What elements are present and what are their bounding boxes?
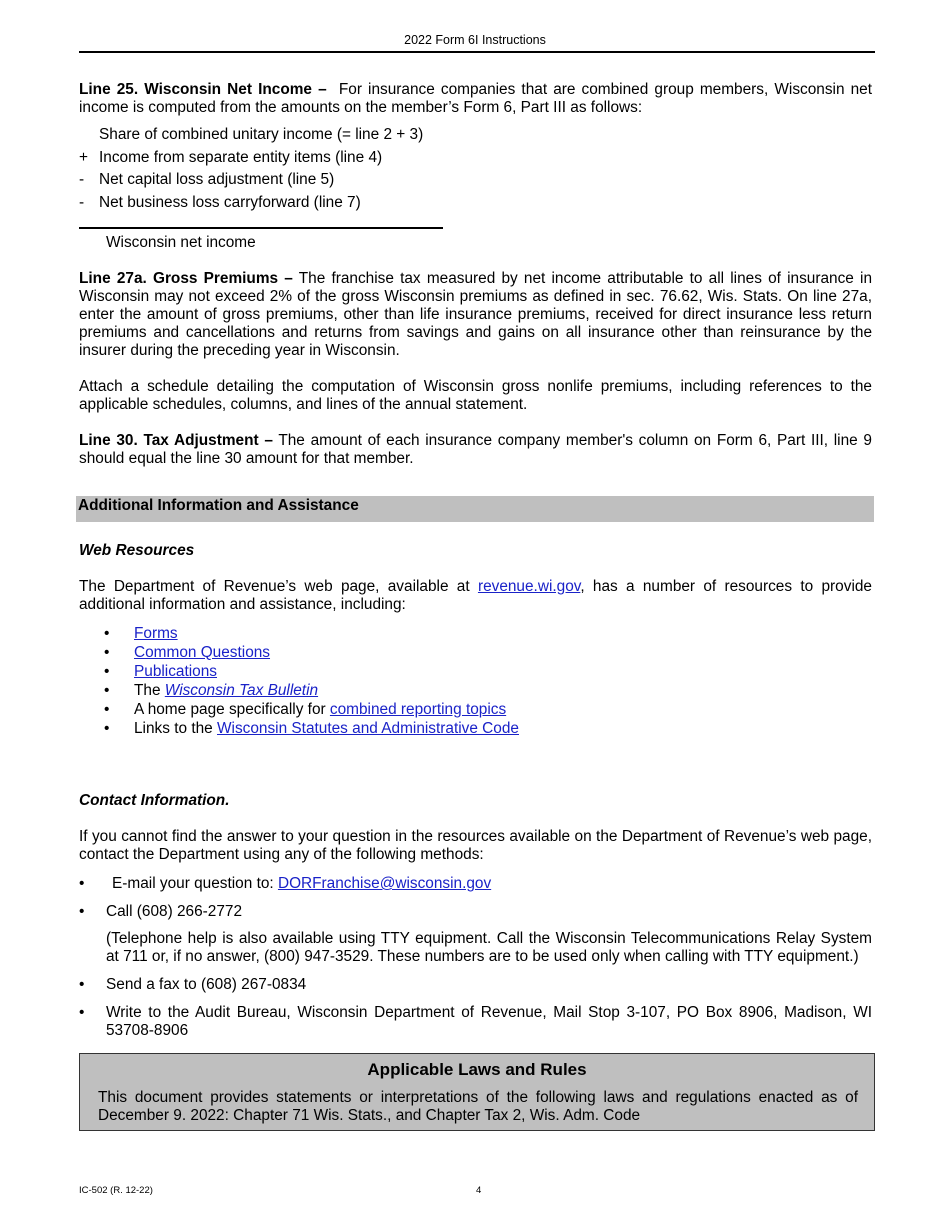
write-text: Write to the Audit Bureau, Wisconsin Department of Revenue, Mail Stop 3-107, PO Box 8906, Madison, WI 53708-8906: [106, 1004, 872, 1039]
line30-label: Line 30. Tax Adjustment –: [79, 432, 273, 449]
intro-text-before: The Department of Revenue’s web page, available at: [79, 578, 478, 595]
contact-intro: If you cannot find the answer to your question in the resources available on the Department of Revenue’s web page, contact the Department using any of the following methods:: [79, 828, 872, 863]
bullet-icon: •: [79, 1004, 85, 1021]
bullet-icon: •: [79, 903, 85, 920]
contact-heading: Contact Information.: [79, 792, 230, 809]
form-id: IC-502 (R. 12-22): [79, 1185, 153, 1196]
bullet-icon: •: [104, 644, 110, 661]
additional-info-heading-bar: [76, 496, 874, 522]
resource-prefix: Links to the: [134, 720, 217, 737]
calc-item-text: Net business loss carryforward (line 7): [99, 194, 361, 211]
fax-text: Send a fax to (608) 267-0834: [106, 976, 307, 993]
calc-result: Wisconsin net income: [106, 234, 256, 251]
bullet-icon: •: [104, 701, 110, 718]
page-number: 4: [476, 1185, 482, 1196]
email-prefix: E-mail your question to:: [112, 875, 278, 892]
statutes-link[interactable]: Wisconsin Statutes and Administrative Code: [217, 720, 519, 737]
calc-operator: -: [79, 194, 85, 211]
resource-prefix: The: [134, 682, 165, 699]
bullet-icon: •: [79, 875, 85, 892]
calc-item-text: Share of combined unitary income (= line 2 + 3): [99, 126, 424, 143]
header-divider: [79, 51, 875, 53]
line30-text: The amount of each insurance company member's column on Form 6, Part III, line 9 should equal the line 30 amount for that member.: [79, 432, 872, 467]
line27a-text: The franchise tax measured by net income attributable to all lines of insurance in Wisconsin may not exceed 2% of the gross Wisconsin premiums as defined in sec. 76.62, Wis. Stats. On line 27a, enter the amount of gross premiums, other than life insurance premiums, received for direct insurance less return premiums and cancellations and returns from savings and gains on all insurance other than reinsurance by the insurer during the preceding year in Wisconsin.: [79, 270, 873, 359]
call-text: Call (608) 266-2772: [106, 903, 243, 920]
line25-text: For insurance companies that are combined group members, Wisconsin net income is computed from the amounts on the member’s Form 6, Part III as follows:: [79, 81, 873, 116]
attach-schedule-paragraph: Attach a schedule detailing the computation of Wisconsin gross nonlife premiums, including references to the applicable schedules, columns, and lines of the annual statement.: [79, 378, 872, 413]
calc-operator: -: [79, 171, 85, 188]
combined-reporting-link[interactable]: combined reporting topics: [329, 701, 507, 718]
web-resources-intro: [79, 578, 872, 614]
revenue-link[interactable]: revenue.wi.gov: [477, 578, 581, 595]
calc-item-text: Net capital loss adjustment (line 5): [99, 171, 335, 188]
line30-paragraph: [79, 432, 872, 468]
page-header-title: 2022 Form 6I Instructions: [404, 33, 546, 47]
bullet-icon: •: [104, 625, 110, 642]
publications-link[interactable]: Publications: [134, 663, 217, 680]
laws-title: Applicable Laws and Rules: [367, 1060, 587, 1079]
bullet-icon: •: [79, 976, 85, 993]
additional-info-heading: Additional Information and Assistance: [78, 497, 359, 514]
bullet-icon: •: [104, 682, 110, 699]
forms-link[interactable]: Forms: [134, 625, 178, 642]
line25-paragraph: [79, 81, 872, 117]
applicable-laws-box: [79, 1053, 875, 1131]
line27a-paragraph: [79, 270, 872, 360]
line25-label: Line 25. Wisconsin Net Income –: [79, 81, 327, 98]
tty-note: (Telephone help is also available using TTY equipment. Call the Wisconsin Telecommunications Relay System at 711 or, if no answer, (800) 947-3529. These numbers are to be used only when calling with TTY equipment.): [106, 930, 872, 965]
bullet-icon: •: [104, 720, 110, 737]
email-link[interactable]: DORFranchise@wisconsin.gov: [277, 875, 492, 892]
tax-bulletin-link[interactable]: Wisconsin Tax Bulletin: [164, 682, 319, 699]
calc-item-text: Income from separate entity items (line 4): [99, 149, 383, 166]
web-resources-heading: Web Resources: [79, 542, 195, 559]
common-questions-link[interactable]: Common Questions: [134, 644, 271, 661]
intro-text-after: , has a number of resources to provide additional information and assistance, including:: [79, 578, 872, 613]
laws-text: This document provides statements or interpretations of the following laws and regulations enacted as of December 9. 2022: Chapter 71 Wis. Stats., and Chapter Tax 2, Wis. Adm. Code: [98, 1089, 858, 1124]
bullet-icon: •: [104, 663, 110, 680]
calc-total-rule: [79, 227, 443, 229]
line27a-label: Line 27a. Gross Premiums –: [79, 270, 293, 287]
calc-operator: +: [79, 149, 88, 166]
resource-prefix: A home page specifically for: [134, 701, 330, 718]
